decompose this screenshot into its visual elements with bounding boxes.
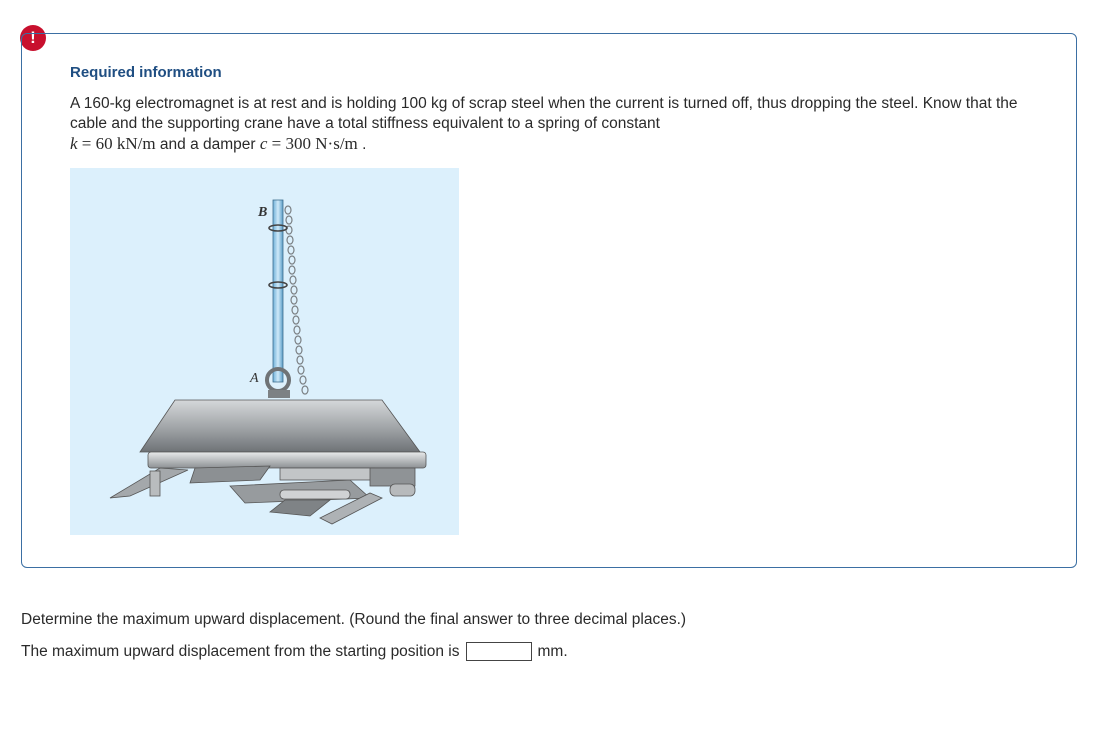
answer-unit: mm.: [537, 642, 568, 660]
label-b: B: [258, 205, 268, 220]
cable: [273, 200, 283, 382]
damper-text: and a damper: [155, 136, 260, 153]
required-information-panel: [21, 33, 1077, 568]
electromagnet-figure: [70, 168, 459, 535]
eye-base: [268, 390, 290, 398]
required-information-title: Required information: [70, 64, 222, 81]
answer-row: [21, 642, 568, 661]
electromagnet-illustration: [70, 168, 459, 535]
magnet-base-plate: [148, 452, 426, 468]
label-a: A: [250, 371, 259, 386]
alert-icon: !: [20, 25, 46, 51]
question-text: Determine the maximum upward displacement. (Round the final answer to three decimal places.): [21, 611, 687, 628]
problem-text: A 160-kg electromagnet is at rest and is holding 100 kg of scrap steel when the current is turned off, thus dropping the steel. Know that the cable and the supporting crane have a total stiffness equivalent to a spring of constant: [70, 95, 1018, 132]
scrap-steel: [110, 466, 415, 524]
answer-prefix: The maximum upward displacement from the starting position is: [21, 642, 460, 660]
damping-expression: c = 300 N·s/m: [259, 134, 358, 153]
magnet-body: [140, 400, 420, 452]
problem-statement: A 160-kg electromagnet is at rest and is holding 100 kg of scrap steel when the current is turned off, thus dropping the steel. Know that the cable and the supporting crane have a total stiffness equivalent to a spring of constant k = 60 kN/m and a damper c = 300 N·s/m .: [70, 95, 1018, 153]
chain: [285, 206, 308, 394]
stiffness-expression: k = 60 kN/m: [70, 134, 156, 153]
answer-input[interactable]: [466, 642, 532, 661]
